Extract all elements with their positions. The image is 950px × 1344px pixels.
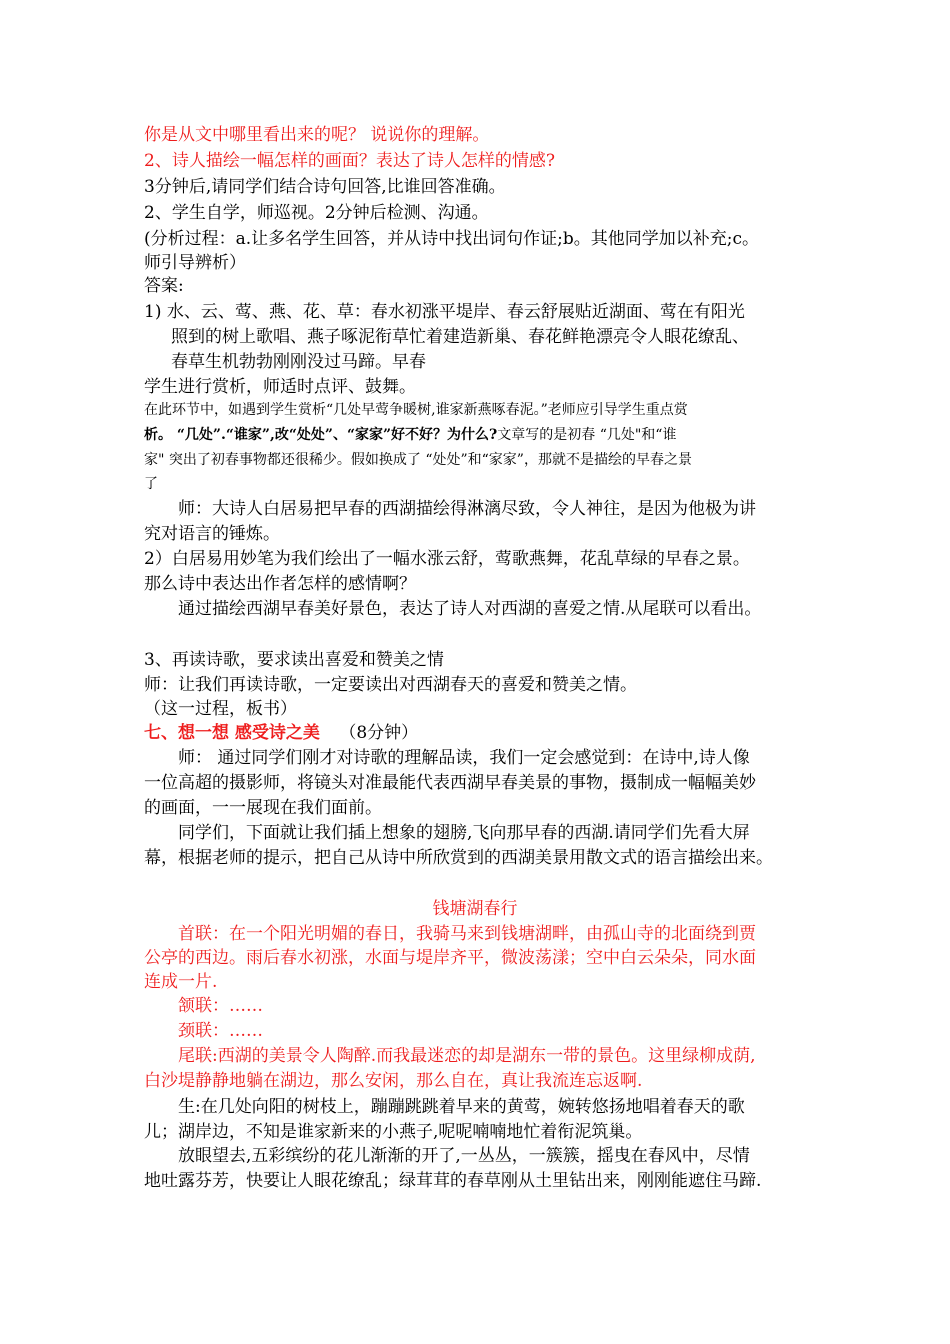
heading-text: 七、想一想 感受诗之美 <box>144 723 320 743</box>
text-line: 公亭的西边。雨后春水初涨，水面与堤岸齐平，微波荡漾；空中白云朵朵，同水面 <box>144 948 756 968</box>
text-line: 儿；湖岸边，不知是谁家新来的小燕子,呢呢喃喃地忙着衔泥筑巢。 <box>144 1122 643 1142</box>
duration-text: （8分钟） <box>339 723 419 743</box>
text-line: 白沙堤静静地躺在湖边，那么安闲，那么自在，真让我流连忘返啊. <box>144 1071 643 1091</box>
text-line: 生:在几处向阳的树枝上，蹦蹦跳跳着早来的黄莺，婉转悠扬地唱着春天的歌 <box>178 1097 745 1117</box>
text-line: 的画面，一一展现在我们面前。 <box>144 798 382 818</box>
text-line: 放眼望去,五彩缤纷的花儿渐渐的开了,一丛丛，一簇簇，摇曳在春风中，尽情 <box>178 1146 750 1166</box>
text-line: 地吐露芬芳，快要让人眼花缭乱；绿茸茸的春草刚从土里钻出来，刚刚能遮住马蹄. <box>144 1171 762 1191</box>
text-line: 师：让我们再读诗歌，一定要读出对西湖春天的喜爱和赞美之情。 <box>144 675 637 695</box>
text-line: 连成一片. <box>144 972 218 992</box>
text-line: 3分钟后,请同学们结合诗句回答,比谁回答准确。 <box>144 177 506 197</box>
text-line: 首联：在一个阳光明媚的春日，我骑马来到钱塘湖畔，由孤山寺的北面绕到贾 <box>178 924 756 944</box>
text-line: 家" 突出了初春事物都还很稀少。假如换成了 “处处”和“家家”，那就不是描绘的早春之景 <box>144 452 692 468</box>
text-line: 尾联:西湖的美景令人陶醉.而我最迷恋的却是湖东一带的景色。这里绿柳成荫, <box>178 1046 756 1066</box>
text-line: 1) 水、云、莺、燕、花、草：春水初涨平堤岸、春云舒展贴近湖面、莺在有阳光 <box>144 302 745 322</box>
text-line: 一位高超的摄影师，将镜头对准最能代表西湖早春美景的事物，摄制成一幅幅美妙 <box>144 773 756 793</box>
text-line: 你是从文中哪里看出来的呢？ 说说你的理解。 <box>144 125 490 145</box>
text-line: 师：大诗人白居易把早春的西湖描绘得淋漓尽致，令人神往，是因为他极为讲 <box>178 499 756 519</box>
text-line: 春草生机勃勃刚刚没过马蹄。早春 <box>171 352 426 372</box>
text-line: 2）白居易用妙笔为我们绘出了一幅水涨云舒，莺歌燕舞，花乱草绿的早春之景。 <box>144 549 750 569</box>
bold-text: “几处”.“谁家”,改“处处”、“家家”好不好？为什么? <box>172 427 498 443</box>
text-line: 3、再读诗歌，要求读出喜爱和赞美之情 <box>144 650 444 670</box>
text-line: 师： 通过同学们刚才对诗歌的理解品读，我们一定会感觉到：在诗中,诗人像 <box>178 748 750 768</box>
text-line: 在此环节中，如遇到学生赏析“几处早莺争暖树,谁家新燕啄春泥。”老师应引导学生重点赏 <box>144 402 688 418</box>
mixed-line <box>144 424 676 446</box>
text-line: 学生进行赏析，师适时点评、鼓舞。 <box>144 377 416 397</box>
text-span: 文章写的是初春 “几处"和“谁 <box>497 427 677 443</box>
text-line: 了 <box>144 476 158 492</box>
text-line: 2、诗人描绘一幅怎样的画面？表达了诗人怎样的情感? <box>144 151 555 171</box>
text-line: 那么诗中表达出作者怎样的感情啊？ <box>144 574 416 594</box>
text-line: 照到的树上歌唱、燕子啄泥衔草忙着建造新巢、春花鲜艳漂亮令人眼花缭乱、 <box>171 327 749 347</box>
text-line: (分析过程：a.让多名学生回答，并从诗中找出词句作证;b。其他同学加以补充;c。 <box>144 229 760 249</box>
text-line: 颔联：…… <box>178 996 263 1016</box>
text-line: 答案: <box>144 276 184 296</box>
text-line: 颈联：…… <box>178 1021 263 1041</box>
text-line: 师引导辨析） <box>144 253 246 273</box>
section-heading <box>144 721 418 745</box>
text-line: 究对语言的锤炼。 <box>144 524 280 544</box>
text-line: 同学们，下面就让我们插上想象的翅膀,飞向那早春的西湖.请同学们先看大屏 <box>178 823 750 843</box>
poem-title: 钱塘湖春行 <box>432 899 518 919</box>
text-line: 通过描绘西湖早春美好景色，表达了诗人对西湖的喜爱之情.从尾联可以看出。 <box>178 599 762 619</box>
text-line: 幕，根据老师的提示，把自己从诗中所欣赏到的西湖美景用散文式的语言描绘出来。 <box>144 848 773 868</box>
bold-text: 析。 <box>144 427 172 443</box>
text-line: （这一过程，板书） <box>144 699 297 719</box>
text-line: 2、学生自学，师巡视。2分钟后检测、沟通。 <box>144 203 489 223</box>
